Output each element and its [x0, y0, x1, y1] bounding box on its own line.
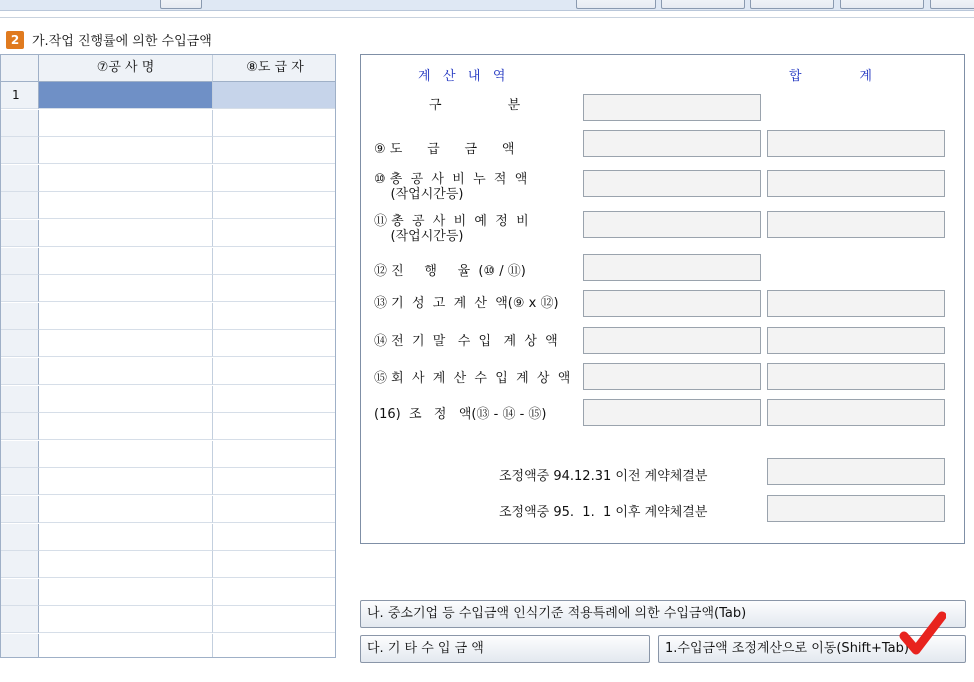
- grid-row-number[interactable]: [1, 551, 39, 578]
- grid-cell-contractor[interactable]: [213, 248, 336, 275]
- grid-cell-contractor[interactable]: [213, 275, 336, 302]
- after-950101-field[interactable]: [767, 495, 945, 522]
- grid-row-number[interactable]: [1, 579, 39, 606]
- grid-cell-project-name[interactable]: [39, 248, 213, 275]
- grid-cell-contractor[interactable]: [213, 606, 336, 633]
- estimated-cost-total-field[interactable]: [767, 211, 945, 238]
- grid-cell-project-name[interactable]: [39, 220, 213, 247]
- completed-amount-total-field[interactable]: [767, 290, 945, 317]
- grid-cell-project-name[interactable]: [39, 165, 213, 192]
- grid-cell-project-name[interactable]: [39, 275, 213, 302]
- grid-cell-project-name[interactable]: [39, 468, 213, 495]
- grid-row-number[interactable]: [1, 441, 39, 468]
- grid-row-number[interactable]: [1, 496, 39, 523]
- toolbar-strip: [0, 0, 974, 11]
- completed-amount-field[interactable]: [583, 290, 761, 317]
- grid-row-number[interactable]: [1, 275, 39, 302]
- grid-cell-project-name[interactable]: [39, 137, 213, 164]
- progress-rate-field[interactable]: [583, 254, 761, 281]
- cumulative-cost-total-field[interactable]: [767, 170, 945, 197]
- cumulative-cost-field[interactable]: [583, 170, 761, 197]
- grid-cell-project-name[interactable]: [39, 634, 213, 658]
- contract-grid[interactable]: [0, 54, 336, 658]
- grid-cell-project-name[interactable]: [39, 110, 213, 137]
- grid-cell-project-name[interactable]: [39, 524, 213, 551]
- special-case-income-button[interactable]: 나. 중소기업 등 수입금액 인식기준 적용특례에 의한 수입금액(Tab): [360, 600, 966, 628]
- grid-cell-contractor[interactable]: [213, 634, 336, 658]
- move-to-adjustment-button[interactable]: 1.수입금액 조정계산으로 이동(Shift+Tab): [658, 635, 966, 663]
- grid-cell-project-name[interactable]: [39, 192, 213, 219]
- toolbar-button[interactable]: [840, 0, 924, 9]
- company-income-field[interactable]: [583, 363, 761, 390]
- company-income-total-field[interactable]: [767, 363, 945, 390]
- section-title: 가.작업 진행률에 의한 수입금액: [32, 34, 212, 49]
- label-estimated-cost: ⑪ 총 공 사 비 예 정 비 (작업시간등): [374, 214, 529, 244]
- grid-cell-contractor[interactable]: [213, 524, 336, 551]
- grid-row-number[interactable]: [1, 220, 39, 247]
- grid-row-number[interactable]: [1, 137, 39, 164]
- grid-cell-contractor[interactable]: [213, 413, 336, 440]
- grid-cell-contractor[interactable]: [213, 82, 336, 109]
- grid-row-number[interactable]: 1: [1, 82, 39, 109]
- grid-row-number[interactable]: [1, 524, 39, 551]
- grid-cell-contractor[interactable]: [213, 303, 336, 330]
- calc-header-label: 계 산 내 역: [418, 69, 506, 84]
- grid-cell-contractor[interactable]: [213, 579, 336, 606]
- grid-cell-project-name[interactable]: [39, 551, 213, 578]
- adjustment-field[interactable]: [583, 399, 761, 426]
- grid-header-project-name[interactable]: ⑦공 사 명: [39, 55, 213, 82]
- check-mark-icon: [898, 610, 946, 656]
- note-after-950101: 조정액중 95. 1. 1 이후 계약체결분: [499, 505, 708, 520]
- calculation-panel: [360, 54, 965, 544]
- contract-amount-total-field[interactable]: [767, 130, 945, 157]
- grid-cell-contractor[interactable]: [213, 551, 336, 578]
- estimated-cost-field[interactable]: [583, 211, 761, 238]
- grid-cell-contractor[interactable]: [213, 137, 336, 164]
- grid-cell-contractor[interactable]: [213, 220, 336, 247]
- note-before-941231: 조정액중 94.12.31 이전 계약체결분: [499, 469, 708, 484]
- adjustment-total-field[interactable]: [767, 399, 945, 426]
- grid-row-number[interactable]: [1, 192, 39, 219]
- label-completed-amount: ⑬ 기 성 고 계 산 액(⑨ x ⑫): [374, 296, 559, 311]
- grid-row-number[interactable]: [1, 413, 39, 440]
- toolbar-button[interactable]: [750, 0, 834, 9]
- grid-cell-contractor[interactable]: [213, 358, 336, 385]
- toolbar-button[interactable]: [160, 0, 202, 9]
- grid-header-contractor[interactable]: ⑧도 급 자: [213, 55, 336, 82]
- grid-row-number[interactable]: [1, 606, 39, 633]
- grid-cell-contractor[interactable]: [213, 496, 336, 523]
- grid-row-number[interactable]: [1, 468, 39, 495]
- grid-row-number[interactable]: [1, 165, 39, 192]
- label-adjustment: (16) 조 정 액(⑬ - ⑭ - ⑮): [374, 407, 547, 422]
- grid-cell-contractor[interactable]: [213, 165, 336, 192]
- grid-cell-project-name[interactable]: [39, 82, 213, 109]
- grid-cell-project-name[interactable]: [39, 606, 213, 633]
- grid-row-number[interactable]: [1, 634, 39, 658]
- grid-row-number[interactable]: [1, 248, 39, 275]
- prior-income-field[interactable]: [583, 327, 761, 354]
- grid-row-number[interactable]: [1, 386, 39, 413]
- grid-cell-project-name[interactable]: [39, 413, 213, 440]
- grid-cell-contractor[interactable]: [213, 441, 336, 468]
- label-contract-amount: ⑨ 도 급 금 액: [374, 142, 515, 157]
- prior-income-total-field[interactable]: [767, 327, 945, 354]
- grid-header-rownum: [1, 55, 39, 82]
- grid-cell-contractor[interactable]: [213, 192, 336, 219]
- grid-row-number[interactable]: [1, 358, 39, 385]
- section-badge: 2: [6, 31, 24, 49]
- contract-amount-field[interactable]: [583, 130, 761, 157]
- grid-cell-project-name[interactable]: [39, 496, 213, 523]
- label-prior-income: ⑭ 전 기 말 수 입 계 상 액: [374, 334, 558, 349]
- label-cumulative-cost: ⑩ 총 공 사 비 누 적 액 (작업시간등): [374, 172, 528, 202]
- toolbar-button[interactable]: [576, 0, 656, 9]
- grid-row-number[interactable]: [1, 303, 39, 330]
- other-income-button[interactable]: 다. 기 타 수 입 금 액: [360, 635, 650, 663]
- grid-cell-contractor[interactable]: [213, 330, 336, 357]
- toolbar-button[interactable]: [661, 0, 745, 9]
- label-progress-rate: ⑫ 진 행 율 (⑩ / ⑪): [374, 264, 526, 279]
- grid-row-number[interactable]: [1, 330, 39, 357]
- division-field[interactable]: [583, 94, 761, 121]
- toolbar-button[interactable]: [930, 0, 974, 9]
- grid-cell-project-name[interactable]: [39, 386, 213, 413]
- grid-cell-project-name[interactable]: [39, 441, 213, 468]
- grid-cell-contractor[interactable]: [213, 386, 336, 413]
- label-company-income: ⑮ 회 사 계 산 수 입 계 상 액: [374, 371, 571, 386]
- divider: [0, 17, 974, 18]
- label-division: 구 분: [429, 98, 521, 113]
- calc-header-total: 합 계: [789, 69, 872, 84]
- grid-row-number[interactable]: [1, 110, 39, 137]
- grid-cell-contractor[interactable]: [213, 468, 336, 495]
- before-941231-field[interactable]: [767, 458, 945, 485]
- grid-cell-project-name[interactable]: [39, 330, 213, 357]
- grid-cell-contractor[interactable]: [213, 110, 336, 137]
- grid-cell-project-name[interactable]: [39, 579, 213, 606]
- grid-cell-project-name[interactable]: [39, 358, 213, 385]
- grid-cell-project-name[interactable]: [39, 303, 213, 330]
